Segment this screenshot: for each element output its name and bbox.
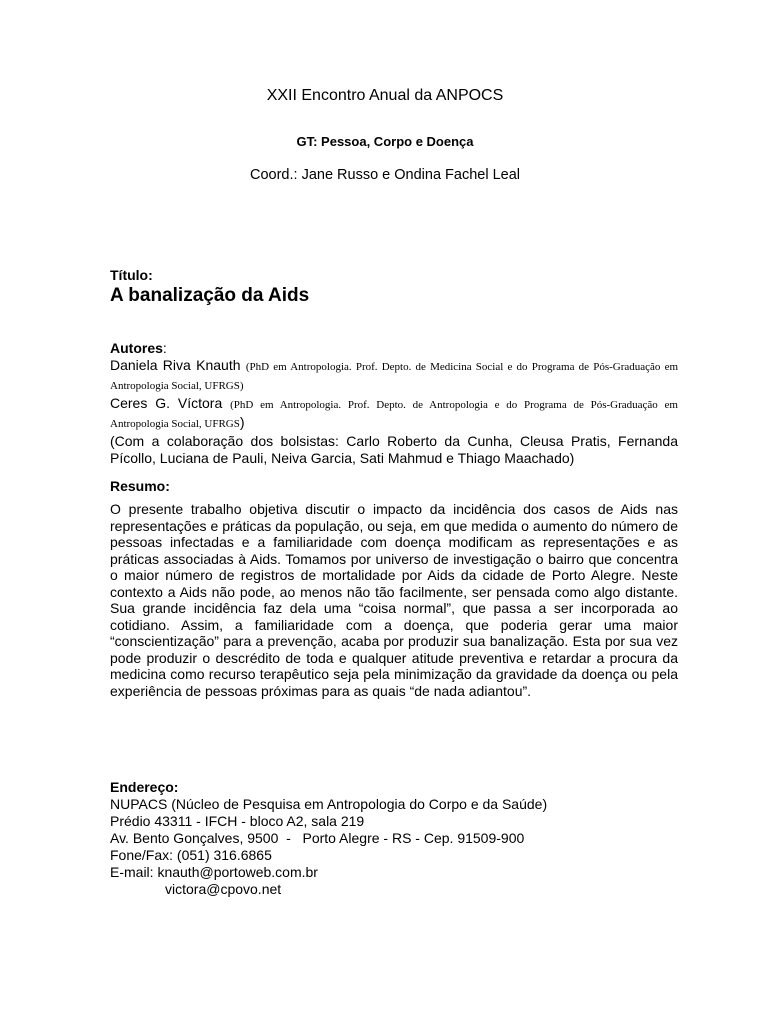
- address-line: Fone/Fax: (051) 316.6865: [110, 847, 272, 863]
- email-line: E-mail: knauth@portoweb.com.br: [110, 864, 318, 880]
- abstract-text: O presente trabalho objetiva discutir o impacto da incidência dos casos de Aids nas representações e práticas da população, ou seja, em que medida o aumento do número de pessoas infectadas e a familiaridade com doença modificam as representações e as práticas associadas à Aids. Tomamos por universo de investigação o bairro que concentra o maior número de registros de mortalidade por Aids da cidade de Porto Alegre. Neste contexto a Aids não pode, ao menos não tão facilmente, ser pensada como algo distante. Sua grande incidência faz dela uma “coisa normal”, que passa a ser incorporada ao cotidiano. Assim, a familiaridade com a doença, que poderia gerar uma maior “conscientização” para a prevenção, acaba por produzir sua banalização. Esta por sua vez pode produzir o descrédito de toda e qualquer atitude preventiva e retardar a procura da medicina como recurso terapêutico seja pela minimização da gravidade da doença ou pela experiência de pessoas próximas para as quais “de nada adiantou”.: [110, 501, 678, 700]
- author-name: Ceres G. Víctora: [110, 395, 223, 411]
- affiliation-closing: ): [239, 414, 245, 430]
- author-affiliation: (PhD em Antropologia. Prof. Depto. de Medicina Social e do Programa de Pós-Graduação em Antropologia Social, UFRGS): [110, 361, 679, 392]
- conference-title: XXII Encontro Anual da ANPOCS: [266, 87, 504, 104]
- address-line: Prédio 43311 - IFCH - bloco A2, sala 219: [110, 813, 365, 829]
- abstract-label: Resumo:: [110, 478, 170, 494]
- author-entry: [110, 395, 678, 433]
- coordinators: Coord.: Jane Russo e Ondina Fachel Leal: [249, 167, 521, 183]
- address-line: NUPACS (Núcleo de Pesquisa em Antropologia do Corpo e da Saúde): [110, 796, 548, 812]
- address-line: Av. Bento Gonçalves, 9500 - Porto Alegre - RS - Cep. 91509-900: [110, 830, 525, 846]
- collaborators: (Com a colaboração dos bolsistas: Carlo Roberto da Cunha, Cleusa Pratis, Fernanda Pícollo, Luciana de Pauli, Neiva Garcia, Sati Mahmud e Thiago Maachado): [110, 433, 678, 466]
- authors-colon: :: [162, 340, 167, 356]
- authors-label: Autores: [110, 340, 163, 356]
- paper-title: A banalização da Aids: [110, 285, 310, 306]
- email-line-secondary: victora@cpovo.net: [165, 881, 282, 897]
- address-block: [110, 796, 678, 898]
- working-group: GT: Pessoa, Corpo e Doença: [296, 134, 474, 149]
- author-entry: [110, 357, 678, 395]
- author-name: Daniela Riva Knauth: [110, 357, 241, 373]
- authors-heading: [110, 340, 678, 357]
- address-label: Endereço:: [110, 779, 179, 795]
- title-label: Título:: [110, 267, 153, 283]
- authors-section: [110, 340, 678, 467]
- author-affiliation: (PhD em Antropologia. Prof. Depto. de Antropologia e do Programa de Pós-Graduação em Antropologia Social, UFRGS: [110, 399, 678, 430]
